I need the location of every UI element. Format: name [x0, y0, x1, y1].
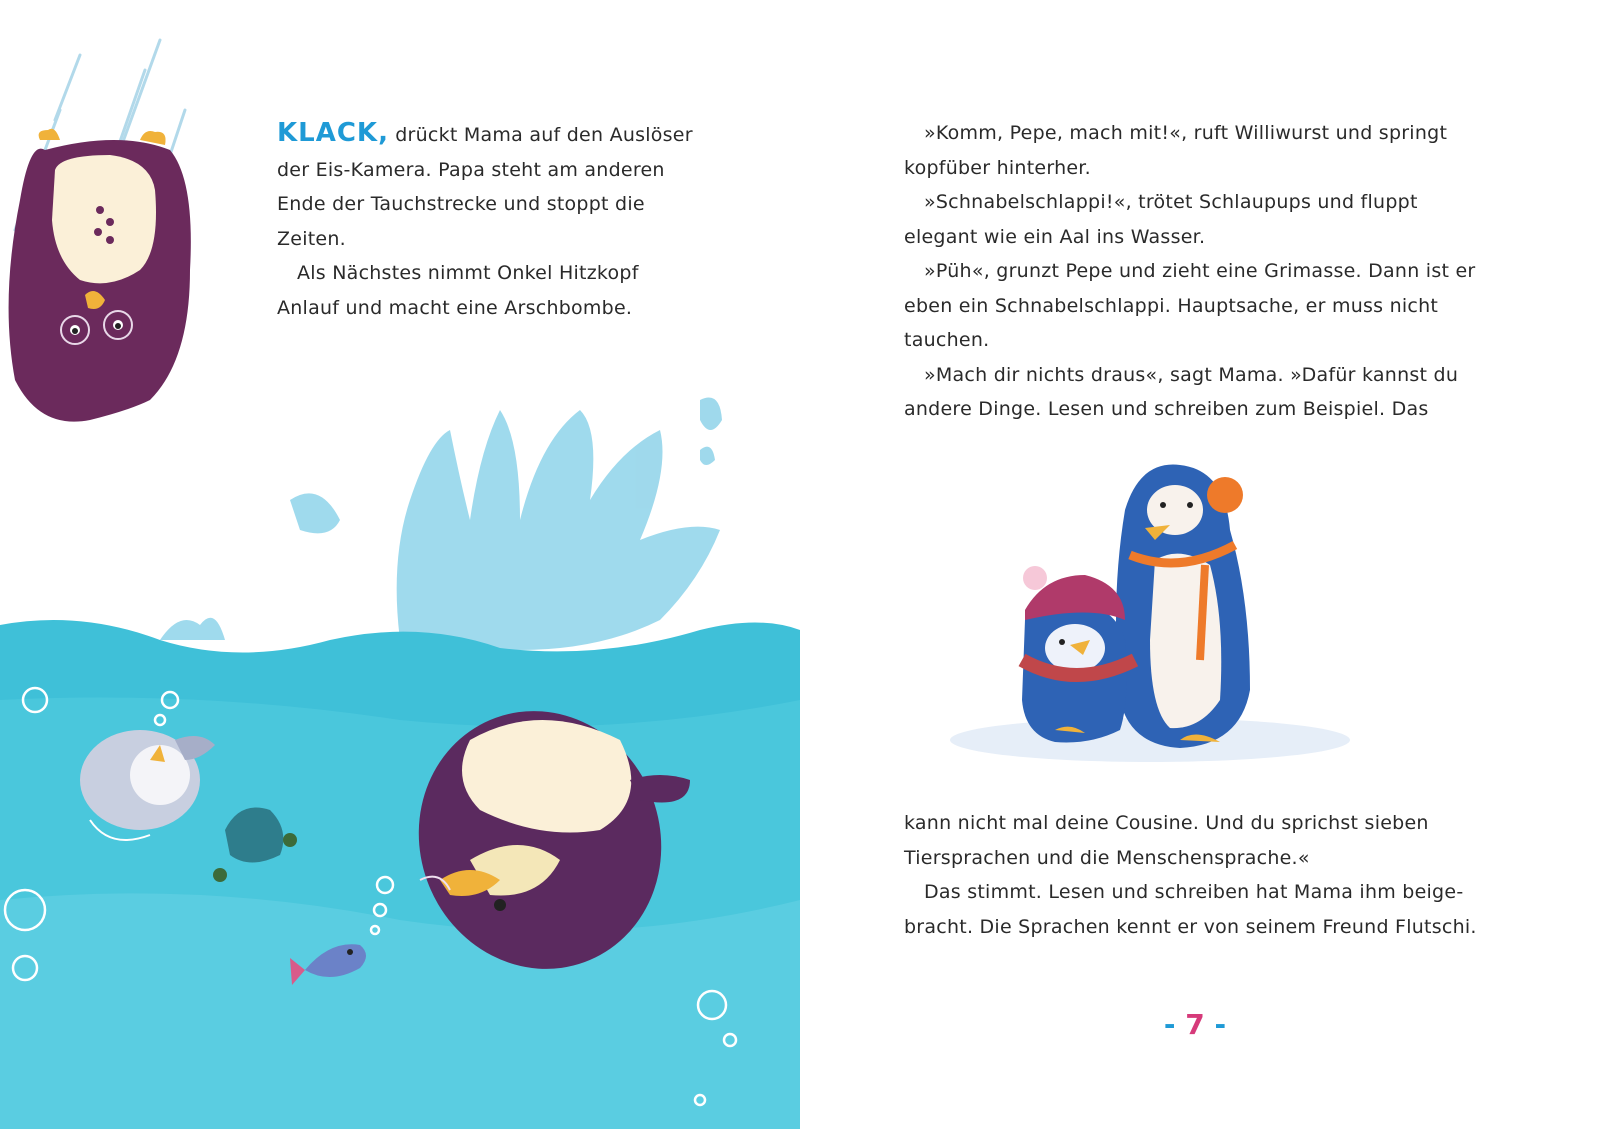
page-number-value: 7	[1185, 1008, 1205, 1041]
right-page-text-top	[904, 116, 1484, 427]
paragraph: »Schnabelschlappi!«, trötet Schlaupups und fluppt elegant wie ein Aal ins Wasser.	[904, 191, 1418, 248]
falling-purple-penguin	[9, 129, 191, 422]
page-number-dash-left: -	[1163, 1008, 1176, 1041]
page-number	[1140, 1008, 1250, 1041]
tall-penguin	[1116, 465, 1250, 748]
paragraph	[277, 116, 697, 256]
paragraph: »Mach dir nichts draus«, sagt Mama. »Dafür kannst du andere Dinge. Lesen und schreiben zum Beispiel. Das	[904, 363, 1459, 420]
water-splash	[160, 398, 722, 654]
paragraph: Das stimmt. Lesen und schreiben hat Mama ihm beigebracht. Die Sprachen kennt er von seinem Freund Flutschi.	[904, 881, 1477, 938]
paragraph: »Komm, Pepe, mach mit!«, ruft Williwurst und springt kopfüber hinterher.	[904, 122, 1448, 179]
paragraph: »Püh«, grunzt Pepe und zieht eine Grimasse. Dann ist er eben ein Schnabelschlappi. Hauptsache, er muss nicht tauchen.	[904, 260, 1476, 351]
paragraph: kann nicht mal deine Cousine. Und du sprichst sieben Tiersprachen und die Menschensprache.«	[904, 812, 1429, 869]
left-page-text	[277, 116, 697, 325]
paragraph-text: drückt Mama auf den Auslöser der Eis-Kamera. Papa steht am anderen Ende der Tauchstrecke und stoppt die Zeiten.	[277, 124, 693, 250]
paragraph: Als Nächstes nimmt Onkel Hitzkopf Anlauf und macht eine Arschbombe.	[277, 262, 639, 319]
page-number-dash-right: -	[1214, 1008, 1227, 1041]
right-page-text-bottom	[904, 806, 1484, 944]
lead-word: KLACK,	[277, 118, 389, 148]
